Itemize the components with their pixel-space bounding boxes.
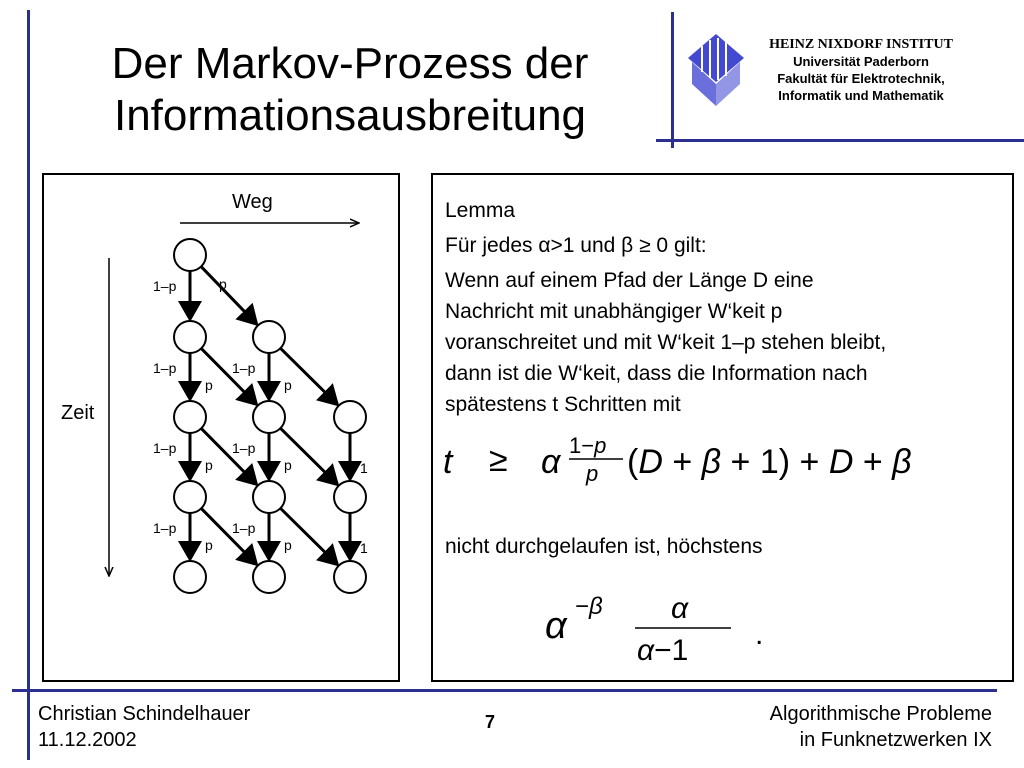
- institute-university: Universität Paderborn: [793, 54, 929, 69]
- svg-text:α: α: [545, 605, 567, 647]
- transition-label: 1–p: [232, 360, 256, 376]
- svg-text:p: p: [586, 461, 599, 486]
- footer-author-date: [38, 701, 250, 753]
- state-node: [253, 561, 285, 593]
- transition-label: 1–p: [232, 440, 256, 456]
- svg-text:α: α: [541, 443, 561, 481]
- time-bound-formula: [441, 429, 1011, 489]
- page-title: [40, 38, 660, 142]
- left-accent-line: [27, 10, 30, 760]
- svg-text:(D + β + 1) + D + β: (D + β + 1) + D + β: [627, 443, 912, 481]
- transition-label: 1–p: [153, 520, 177, 536]
- lemma-after-formula: nicht durchgelaufen ist, höchstens: [445, 535, 763, 558]
- institute-logo-icon: [686, 32, 746, 110]
- footer-author: Christian Schindelhauer: [38, 703, 251, 725]
- institute-header: [746, 36, 976, 104]
- lemma-heading: Lemma: [445, 199, 516, 222]
- footer-date: 11.12.2002: [38, 729, 137, 751]
- footer-course: [770, 701, 992, 753]
- state-node: [174, 321, 206, 353]
- svg-text:t: t: [443, 443, 453, 481]
- lemma-panel: [431, 173, 1014, 682]
- transition-label: p: [219, 276, 227, 292]
- svg-text:1−p: 1−p: [569, 433, 607, 458]
- institute-faculty-2: Informatik und Mathematik: [778, 88, 944, 103]
- institute-name: HEINZ NIXDORF INSTITUT: [769, 37, 953, 52]
- footer-course-line-2: in Funknetzwerken IX: [799, 729, 992, 751]
- state-node: [253, 401, 285, 433]
- header-underline: [656, 139, 1024, 142]
- transition-label: p: [284, 377, 292, 393]
- state-node: [174, 481, 206, 513]
- zeit-label: Zeit: [61, 402, 95, 424]
- lemma-condition: Für jedes α>1 und β ≥ 0 gilt:: [445, 234, 707, 257]
- lemma-line-1: Wenn auf einem Pfad der Länge D eine: [445, 269, 814, 292]
- transition-label: 1–p: [153, 278, 177, 294]
- svg-text:.: .: [755, 618, 764, 651]
- state-node: [253, 481, 285, 513]
- transition-label: p: [284, 457, 292, 473]
- lemma-line-5: spätestens t Schritten mit: [445, 393, 681, 416]
- transition-arrow: [201, 267, 256, 325]
- transition-label: p: [205, 457, 213, 473]
- transition-label: 1–p: [232, 520, 256, 536]
- state-node: [174, 401, 206, 433]
- state-node: [174, 561, 206, 593]
- footer-course-line-1: Algorithmische Probleme: [769, 703, 992, 725]
- state-node: [253, 321, 285, 353]
- transition-label: 1: [360, 540, 368, 556]
- markov-diagram-panel: [42, 173, 400, 682]
- lemma-text: [445, 195, 1005, 420]
- footer-divider: [12, 689, 997, 692]
- transition-label: 1–p: [153, 440, 177, 456]
- transition-label: p: [205, 377, 213, 393]
- transition-label: p: [284, 537, 292, 553]
- svg-text:−β: −β: [575, 593, 603, 620]
- state-node: [334, 401, 366, 433]
- title-line-1: Der Markov-Prozess der: [111, 39, 589, 88]
- probability-bound-formula: [543, 580, 803, 670]
- institute-faculty-1: Fakultät für Elektrotechnik,: [777, 71, 945, 86]
- lemma-line-2: Nachricht mit unabhängiger W‘keit p: [445, 300, 783, 323]
- state-node: [334, 481, 366, 513]
- lemma-line-4: dann ist die W‘keit, dass die Information nach: [445, 362, 868, 385]
- weg-label: Weg: [232, 191, 273, 213]
- header-accent-line: [671, 12, 674, 148]
- transition-label: 1–p: [153, 360, 177, 376]
- svg-text:α−1: α−1: [637, 634, 689, 667]
- state-node: [334, 561, 366, 593]
- state-node: [174, 239, 206, 271]
- title-line-2: Informationsausbreitung: [113, 91, 587, 140]
- page-number: 7: [484, 712, 495, 732]
- svg-text:α: α: [671, 592, 689, 625]
- markov-diagram: [44, 175, 398, 680]
- transition-label: p: [205, 537, 213, 553]
- transition-label: 1: [360, 460, 368, 476]
- lemma-line-3: voranschreitet und mit W‘keit 1–p stehen bleibt,: [445, 331, 887, 354]
- svg-text:≥: ≥: [489, 441, 508, 479]
